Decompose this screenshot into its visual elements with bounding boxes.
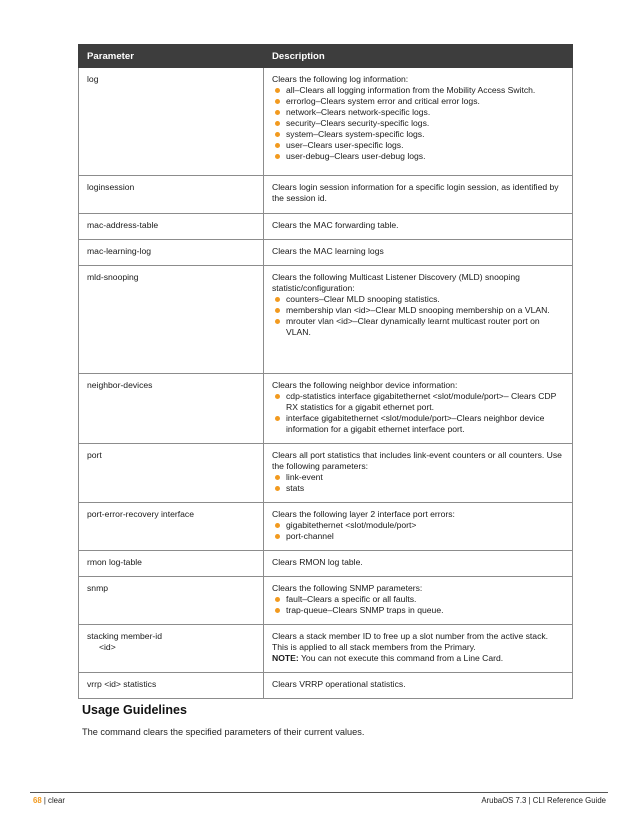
description-text: Clears the following log information:	[272, 74, 409, 84]
footer-separator: |	[41, 796, 49, 805]
description-text: Clears the following Multicast Listener Discovery (MLD) snooping statistic/configuration:	[272, 272, 520, 293]
description-cell	[264, 503, 573, 551]
note-line	[272, 653, 564, 664]
list-item: trap-queue–Clears SNMP traps in queue.	[272, 605, 564, 616]
description-text: Clears a stack member ID to free up a slot number from the active stack. This is applied to all stack members from the Primary.	[272, 631, 549, 652]
list-item: user-debug–Clears user-debug logs.	[272, 151, 564, 162]
table-row	[79, 68, 573, 176]
usage-guidelines-heading: Usage Guidelines	[82, 703, 187, 717]
description-text: Clears all port statistics that includes link-event counters or all counters. Use the following parameters:	[272, 450, 562, 471]
parameter-cell: mld-snooping	[79, 266, 264, 374]
description-text: Clears the following neighbor device information:	[272, 380, 458, 390]
list-item: fault–Clears a specific or all faults.	[272, 594, 564, 605]
table-row	[79, 577, 573, 625]
bullet-list	[272, 391, 564, 435]
table-row	[79, 503, 573, 551]
footer-section: clear	[48, 796, 65, 805]
footer-divider	[30, 792, 608, 793]
description-cell	[264, 266, 573, 374]
list-item: interface gigabitethernet <slot/module/port>–Clears neighbor device information for a gigabit ethernet interface port.	[272, 413, 564, 435]
parameter-subtext: <id>	[99, 642, 116, 652]
bullet-list	[272, 520, 564, 542]
footer-guide-title: ArubaOS 7.3 | CLI Reference Guide	[481, 796, 606, 805]
description-text: Clears RMON log table.	[272, 557, 363, 567]
description-cell	[264, 625, 573, 673]
list-item: network–Clears network-specific logs.	[272, 107, 564, 118]
list-item: system–Clears system-specific logs.	[272, 129, 564, 140]
list-item: membership vlan <id>–Clear MLD snooping membership on a VLAN.	[272, 305, 564, 316]
table-row	[79, 214, 573, 240]
description-text: Clears the MAC forwarding table.	[272, 220, 399, 230]
parameter-cell: mac-learning-log	[79, 240, 264, 266]
parameter-text: stacking member-id	[87, 631, 162, 641]
list-item: mrouter vlan <id>–Clear dynamically learnt multicast router port on VLAN.	[272, 316, 564, 338]
description-text: Clears VRRP operational statistics.	[272, 679, 406, 689]
parameter-cell: log	[79, 68, 264, 176]
description-text: Clears the MAC learning logs	[272, 246, 384, 256]
table-row	[79, 444, 573, 503]
note-text: You can not execute this command from a Line Card.	[298, 653, 504, 663]
list-item: cdp-statistics interface gigabitethernet <slot/module/port>– Clears CDP RX statistics for a gigabit ethernet port.	[272, 391, 564, 413]
table-row	[79, 625, 573, 673]
description-cell	[264, 176, 573, 214]
footer-page-info	[33, 796, 65, 805]
note-label: NOTE:	[272, 653, 299, 663]
parameter-cell: port	[79, 444, 264, 503]
parameter-cell: loginsession	[79, 176, 264, 214]
description-cell	[264, 214, 573, 240]
table-row	[79, 673, 573, 699]
table-row	[79, 374, 573, 444]
list-item: port-channel	[272, 531, 564, 542]
description-cell	[264, 577, 573, 625]
list-item: security–Clears security-specific logs.	[272, 118, 564, 129]
parameter-cell: mac-address-table	[79, 214, 264, 240]
list-item: all–Clears all logging information from the Mobility Access Switch.	[272, 85, 564, 96]
usage-guidelines-text: The command clears the specified parameters of their current values.	[82, 727, 365, 737]
table-row	[79, 240, 573, 266]
description-cell	[264, 444, 573, 503]
description-column-header: Description	[264, 45, 573, 68]
parameter-cell: neighbor-devices	[79, 374, 264, 444]
description-cell	[264, 673, 573, 699]
description-cell	[264, 68, 573, 176]
description-text: Clears the following layer 2 interface port errors:	[272, 509, 455, 519]
list-item: counters–Clear MLD snooping statistics.	[272, 294, 564, 305]
list-item: gigabitethernet <slot/module/port>	[272, 520, 564, 531]
parameter-table	[78, 44, 573, 699]
bullet-list	[272, 294, 564, 338]
bullet-list	[272, 472, 564, 494]
table-row	[79, 551, 573, 577]
parameter-cell: rmon log-table	[79, 551, 264, 577]
description-text: Clears login session information for a specific login session, as identified by the session id.	[272, 182, 559, 203]
list-item: link-event	[272, 472, 564, 483]
parameter-cell: port-error-recovery interface	[79, 503, 264, 551]
list-item: errorlog–Clears system error and critical error logs.	[272, 96, 564, 107]
description-cell	[264, 551, 573, 577]
table-header-row	[79, 45, 573, 68]
description-text: Clears the following SNMP parameters:	[272, 583, 423, 593]
list-item: stats	[272, 483, 564, 494]
bullet-list	[272, 594, 564, 616]
table-row	[79, 266, 573, 374]
parameter-cell: snmp	[79, 577, 264, 625]
description-cell	[264, 240, 573, 266]
parameter-cell: vrrp <id> statistics	[79, 673, 264, 699]
table-row	[79, 176, 573, 214]
bullet-list	[272, 85, 564, 162]
page-number: 68	[33, 796, 42, 805]
list-item: user–Clears user-specific logs.	[272, 140, 564, 151]
parameter-column-header: Parameter	[79, 45, 264, 68]
description-cell	[264, 374, 573, 444]
parameter-cell	[79, 625, 264, 673]
